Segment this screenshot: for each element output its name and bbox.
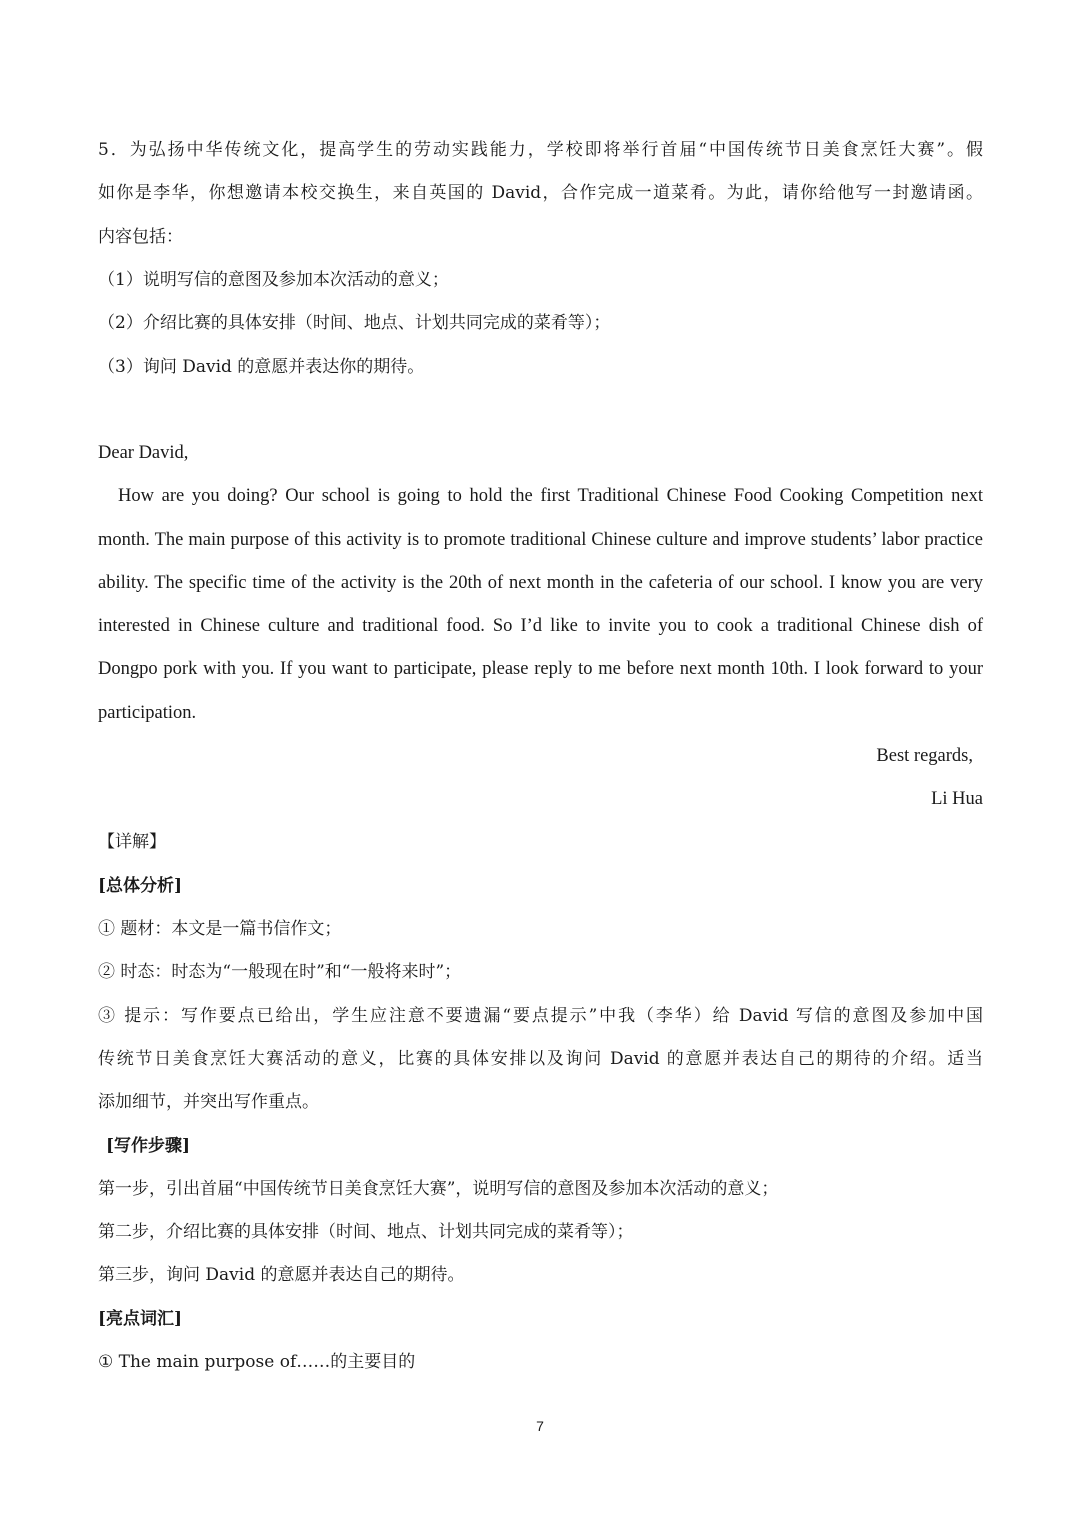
analysis-point: ① 题材：本文是一篇书信作文； [98,919,342,939]
letter-line: Dongpo pork with you. If you want to participate, please reply to me before next month 10th. I look forward to your [98,659,983,679]
question-line-2: 如你是李华，你想邀请本校交换生，来自英国的 David，合作完成一道菜肴。为此，请你给他写一封邀请函。 [98,183,983,203]
analysis-point: 传统节日美食烹饪大赛活动的意义，比赛的具体安排以及询问 David 的意愿并表达自己的期待的介绍。适当 [98,1049,983,1069]
analysis-point: ③ 提示：写作要点已给出，学生应注意不要遗漏“要点提示”中我（李华）给 David 写信的意图及参加中国 [98,1006,983,1026]
analysis-point: 添加细节，并突出写作重点。 [98,1092,319,1112]
letter-line: ability. The specific time of the activity is the 20th of next month in the cafeteria of our school. I know you are very [98,573,983,593]
writing-step: 第二步，介绍比赛的具体安排（时间、地点、计划共同完成的菜肴等）； [98,1222,634,1242]
analysis-point: ② 时态：时态为“一般现在时”和“一般将来时”； [98,962,462,982]
letter-closing: Best regards, [876,746,973,766]
letter-salutation: Dear David, [98,443,189,463]
letter-signature: Li Hua [931,789,983,809]
vocab-item: ① The main purpose of……的主要目的 [98,1352,416,1372]
requirement-item: （3）询问 David 的意愿并表达你的期待。 [98,357,425,377]
requirement-item: （2）介绍比赛的具体安排（时间、地点、计划共同完成的菜肴等）； [98,313,611,333]
question-line-3: 内容包括： [98,227,183,247]
writing-step: 第三步，询问 David 的意愿并表达自己的期待。 [98,1265,465,1285]
overall-analysis-title: [总体分析] [98,876,183,896]
letter-line: month. The main purpose of this activity is to promote traditional Chinese culture and improve students’ labor practice [98,530,983,550]
letter-line: How are you doing? Our school is going to hold the first Traditional Chinese Food Cooking Competition next [118,486,983,506]
writing-step: 第一步，引出首届“中国传统节日美食烹饪大赛”，说明写信的意图及参加本次活动的意义； [98,1179,779,1199]
letter-line: participation. [98,703,197,723]
writing-steps-title: [写作步骤] [106,1136,191,1156]
page-number: 7 [536,1418,544,1434]
requirement-item: （1）说明写信的意图及参加本次活动的意义； [98,270,449,290]
highlight-vocab-title: [亮点词汇] [98,1309,183,1329]
question-line-1: 5．为弘扬中华传统文化，提高学生的劳动实践能力，学校即将举行首届“中国传统节日美食烹饪大赛”。假 [98,140,983,160]
letter-line: interested in Chinese culture and traditional food. So I’d like to invite you to cook a traditional Chinese dish of [98,616,983,636]
explanation-header: 【详解】 [98,832,166,852]
